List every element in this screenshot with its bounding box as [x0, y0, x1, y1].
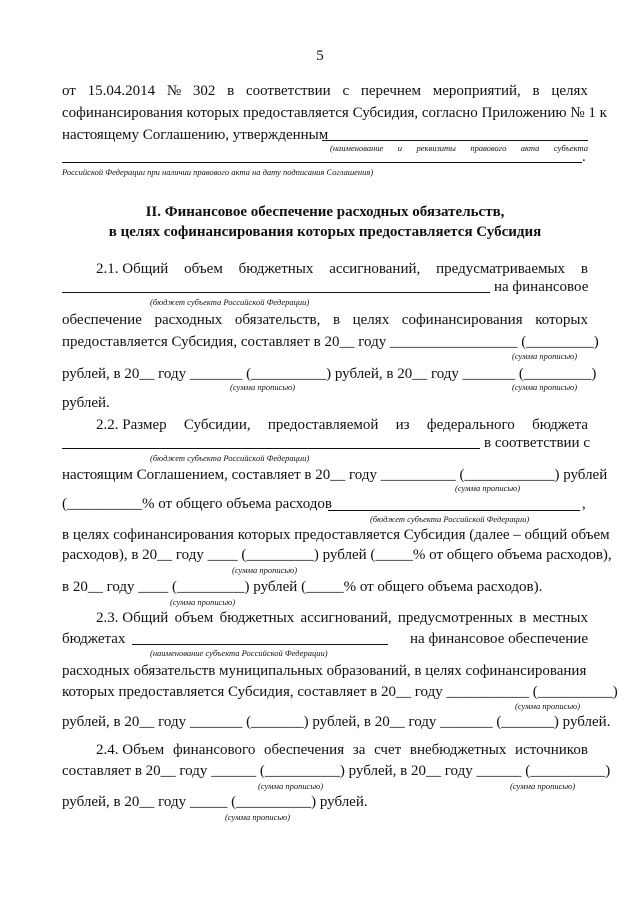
word: в	[580, 261, 588, 277]
p21-line-4: предоставляется Субсидия, составляет в 20__ году _________________ (_________)	[62, 334, 599, 350]
word: ассигнований,	[300, 610, 392, 626]
word: финансового	[172, 742, 256, 758]
p22-caption-budget: (бюджет субъекта Российской Федерации)	[150, 453, 310, 463]
p21-caption-sum-3: (сумма прописью)	[512, 382, 578, 392]
blank-line	[62, 162, 582, 163]
p22-caption-sum-1: (сумма прописью)	[455, 483, 521, 493]
word: целях	[352, 312, 390, 328]
word: в	[519, 610, 527, 626]
intro-caption-1	[330, 143, 588, 153]
word: обеспечение	[62, 312, 142, 328]
p24-caption-sum-1: (сумма прописью)	[258, 781, 324, 791]
word: 302	[192, 83, 216, 99]
word: софинансирования	[401, 312, 523, 328]
word: 2.1. Общий	[96, 261, 169, 277]
word: ассигнований,	[329, 261, 421, 277]
word: счет	[374, 742, 402, 758]
word: источников	[515, 742, 588, 758]
p21-line-3	[62, 311, 588, 329]
p22-line-4-head: (__________% от общего объема расходов	[62, 496, 333, 512]
p22-line-5: в целях софинансирования которых предоставляется Субсидия (далее – общий объем	[62, 527, 610, 543]
p21-line-1	[62, 260, 588, 278]
word: 2.3. Общий	[96, 610, 169, 626]
word: федерального	[426, 417, 515, 433]
word: целях	[551, 83, 588, 99]
p23-line-2-head: бюджетах	[62, 631, 126, 647]
word: обязательств,	[234, 312, 321, 328]
p22-line-7: в 20__ году ____ (_________) рублей (_____% от общего объема расходов).	[62, 579, 543, 595]
word: из	[395, 417, 410, 433]
p22-line-1	[62, 416, 588, 434]
p22-line-6: расходов), в 20__ году ____ (_________) рублей (_____% от общего объема расходов),	[62, 547, 612, 563]
word: предусмотренных	[397, 610, 513, 626]
p21-caption-budget: (бюджет субъекта Российской Федерации)	[150, 297, 310, 307]
intro-line-3: настоящему Соглашению, утвержденным	[62, 127, 329, 143]
word: мероприятий,	[432, 83, 521, 99]
p23-line-2-tail: на финансовое обеспечение	[410, 631, 588, 647]
blank-line	[62, 292, 490, 293]
section-title-line-1: II. Финансовое обеспечение расходных обязательств,	[145, 204, 505, 220]
word: субъекта	[553, 143, 588, 153]
p22-caption-sum-3: (сумма прописью)	[170, 597, 236, 607]
p23-line-3: расходных обязательств муниципальных образований, в целях софинансирования	[62, 663, 587, 679]
word: Субсидии,	[183, 417, 251, 433]
word: перечнем	[360, 83, 422, 99]
word: 15.04.2014	[87, 83, 156, 99]
word: акта	[520, 143, 540, 153]
word: объем	[184, 261, 223, 277]
p22-caption-budget-2: (бюджет субъекта Российской Федерации)	[370, 514, 530, 524]
p22-line-4-tail: ,	[582, 496, 586, 512]
p21-line-2-tail: на финансовое	[494, 279, 589, 295]
word: реквизиты	[416, 143, 456, 153]
word: с	[342, 83, 350, 99]
word: предоставляемой	[267, 417, 379, 433]
word: правового	[470, 143, 507, 153]
word: 2.4. Объем	[96, 742, 165, 758]
p24-caption-sum-2: (сумма прописью)	[510, 781, 576, 791]
word: местных	[532, 610, 588, 626]
word: (наименование	[330, 143, 384, 153]
word: в	[532, 83, 540, 99]
p23-line-1	[62, 609, 588, 627]
intro-line-2: софинансирования которых предоставляется Субсидия, согласно Приложению № 1 к	[62, 105, 607, 121]
p24-caption-sum-3: (сумма прописью)	[225, 812, 291, 822]
word: бюджетных	[238, 261, 314, 277]
p24-line-2: составляет в 20__ году ______ (__________) рублей, в 20__ году ______ (__________)	[62, 763, 611, 779]
word: предусматриваемых	[436, 261, 566, 277]
word: в	[227, 83, 235, 99]
word: за	[352, 742, 366, 758]
word: внебюджетных	[409, 742, 507, 758]
p22-line-3: настоящим Соглашением, составляет в 20__ году __________ (____________) рублей	[62, 467, 608, 483]
word: 2.2. Размер	[96, 417, 167, 433]
p21-line-5: рублей, в 20__ году _______ (__________) рублей, в 20__ году _______ (_________)	[62, 366, 597, 382]
word: которых	[535, 312, 588, 328]
word: и	[397, 143, 403, 153]
p23-line-5: рублей, в 20__ году _______ (_______) рублей, в 20__ году _______ (_______) рублей.	[62, 714, 611, 730]
p22-caption-sum-2: (сумма прописью)	[232, 565, 298, 575]
p21-line-6: рублей.	[62, 395, 110, 411]
p21-caption-sum-2: (сумма прописью)	[230, 382, 296, 392]
page-number: 5	[316, 48, 324, 64]
word: расходных	[154, 312, 223, 328]
word: объем	[174, 610, 214, 626]
blank-line	[132, 644, 388, 645]
word: бюджета	[532, 417, 588, 433]
p24-line-3: рублей, в 20__ году _____ (__________) рублей.	[62, 794, 368, 810]
word: в	[332, 312, 341, 328]
blank-line	[322, 140, 588, 141]
word: соответствии	[245, 83, 331, 99]
period: .	[582, 149, 586, 165]
word: бюджетных	[219, 610, 295, 626]
blank-line	[62, 448, 480, 449]
p22-line-2-tail: в соответствии с	[484, 435, 590, 451]
intro-caption-2: Российской Федерации при наличии правового акта на дату подписания Соглашения)	[62, 167, 374, 177]
intro-line-1	[62, 82, 588, 100]
word: №	[166, 83, 182, 99]
word: обеспечения	[264, 742, 345, 758]
word: от	[62, 83, 76, 99]
blank-line	[328, 510, 580, 511]
p23-line-4: которых предоставляется Субсидия, составляет в 20__ году ___________ (__________)	[62, 684, 618, 700]
p23-caption-sum-1: (сумма прописью)	[515, 701, 581, 711]
section-title-line-2: в целях софинансирования которых предоставляется Субсидия	[108, 224, 542, 240]
p24-line-1	[62, 741, 588, 759]
p23-caption-budget: (наименование субъекта Российской Федерации)	[150, 648, 328, 658]
p21-caption-sum-1: (сумма прописью)	[512, 351, 578, 361]
